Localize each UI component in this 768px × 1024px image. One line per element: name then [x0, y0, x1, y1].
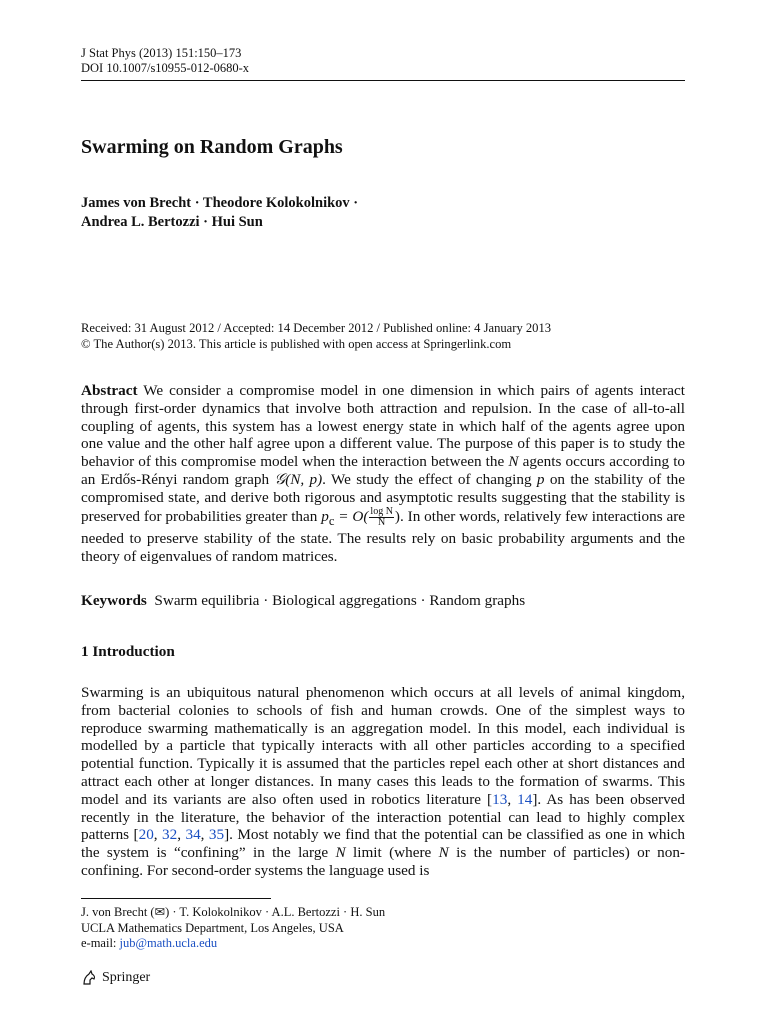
math-fraction: [369, 507, 394, 528]
keywords-label: Keywords: [81, 592, 147, 609]
paper-title: Swarming on Random Graphs: [81, 136, 343, 158]
journal-citation: J Stat Phys (2013) 151:150–173: [81, 46, 242, 60]
abstract-text-3: . We study the effect of changing: [322, 470, 532, 488]
author-list: [81, 194, 358, 232]
math-N-2: N: [335, 844, 346, 862]
math-N: N: [508, 453, 519, 471]
math-random-graph: 𝒢(N, p): [274, 470, 323, 488]
fraction-denominator: N: [378, 516, 386, 528]
citation-32[interactable]: 32: [162, 826, 178, 844]
math-close-paren: ): [394, 507, 400, 525]
intro-text-1: Swarming is an ubiquitous natural phenomenon which occurs at all levels of animal kingdom, from bacterial colonies to schools of fish and human crowds. One of the simplest ways to reproduce swarming mathematically is an aggregation model. In this model, each individual is modelled by a particle that typically interacts with all other particles according to a specified potential function. Typically it is assumed that the particles repel each other at short distances and attract each other at longer distances. In many cases this leads to the formation of swarms. This model and its variants are also often used in robotics literature [: [81, 684, 685, 808]
section-heading: 1 Introduction: [81, 643, 175, 660]
publication-info: [81, 320, 551, 352]
footnote: [81, 905, 385, 952]
math-pc: p: [321, 507, 329, 525]
header-rule: [81, 80, 685, 81]
abstract-text-1: We consider a compromise model in one dimension in which pairs of agents interact through first-order dynamics that involve both attraction and repulsion. In the case of all-to-all coupling of agents, this system has a lowest energy state in which half of the agents agree upon one value and the other half agree upon a different value. The purpose of this paper is to study the behavior of this compromise model when the interaction between the: [81, 382, 685, 471]
fraction-numerator: log N: [370, 505, 393, 517]
publisher-name: Springer: [102, 970, 151, 985]
keywords-list: Swarm equilibria · Biological aggregations · Random graphs: [154, 592, 526, 609]
intro-text-3: ]. Most notably we find that the potential can be classified as one in which the system is “confining” in the large: [81, 826, 685, 862]
author-line-1: James von Brecht · Theodore Kolokolnikov ·: [81, 195, 359, 211]
citation-34[interactable]: 34: [185, 826, 201, 844]
citation-13[interactable]: 13: [492, 790, 508, 808]
springer-horse-icon: [81, 970, 97, 986]
email-label: e-mail:: [81, 936, 117, 950]
math-pc-subscript: c: [328, 513, 335, 528]
email-link[interactable]: jub@math.ucla.edu: [119, 936, 218, 950]
journal-header: [81, 46, 249, 76]
doi: DOI 10.1007/s10955-012-0680-x: [81, 61, 250, 75]
citation-20[interactable]: 20: [138, 826, 154, 844]
introduction-paragraph: Swarming is an ubiquitous natural phenomenon which occurs at all levels of animal kingdom, from bacterial colonies to schools of fish and human crowds. One of the simplest ways to reproduce swarming mathematically is an aggregation model. In this model, each individual is modelled by a particle that typically interacts with all other particles according to a specified potential function. Typically it is assumed that the particles repel each other at short distances and attract each other at longer distances. In many cases this leads to the formation of swarms. This model and its variants are also often used in robotics literature [13, 14]. As has been observed recently in the literature, the behavior of the interaction potential can lead to highly complex patterns [20, 32, 34, 35]. Most notably we find that the potential can be classified as one in which the system is “confining” in the large N limit (where N is the number of particles) or non-confining. For second-order systems the language used is: [81, 684, 685, 879]
math-N-3: N: [438, 844, 449, 862]
citation-35[interactable]: 35: [208, 826, 225, 844]
abstract-label: Abstract: [81, 382, 138, 399]
math-p: p: [536, 470, 545, 488]
footnote-affiliation: UCLA Mathematics Department, Los Angeles, USA: [81, 920, 344, 935]
citation-14[interactable]: 14: [517, 790, 533, 808]
intro-text-5: is the number of particles) or non-confining. For second-order systems the language used is: [81, 844, 685, 879]
abstract: [81, 382, 685, 566]
abstract-text-2: agents occurs according to an Erdős-Rényi random graph: [81, 453, 686, 488]
keywords: [81, 592, 525, 610]
intro-text-4: limit (where: [353, 844, 432, 862]
author-line-2: Andrea L. Bertozzi · Hui Sun: [81, 214, 263, 230]
footnote-email-line: [81, 936, 385, 952]
publication-dates: Received: 31 August 2012 / Accepted: 14 December 2012 / Published online: 4 January 2013: [81, 321, 552, 335]
abstract-text-4: on the stability of the compromised state, and derive both rigorous and asymptotic results suggesting that the stability is preserved for probabilities greater than: [81, 470, 686, 525]
math-big-o: = O(: [334, 507, 369, 525]
footnote-rule: [81, 898, 271, 899]
footnote-authors: J. von Brecht (✉) · T. Kolokolnikov · A.L. Bertozzi · H. Sun: [81, 905, 386, 919]
abstract-text-5: . In other words, relatively few interactions are needed to preserve stability of the state. The results rely on basic probability arguments and the theory of eigenvalues of random matrices.: [81, 507, 686, 566]
publisher-mark: [81, 970, 150, 986]
copyright-notice: © The Author(s) 2013. This article is published with open access at Springerlink.com: [81, 337, 512, 351]
intro-text-2: ]. As has been observed recently in the literature, the behavior of the interaction potential can lead to highly complex patterns [: [81, 790, 685, 844]
